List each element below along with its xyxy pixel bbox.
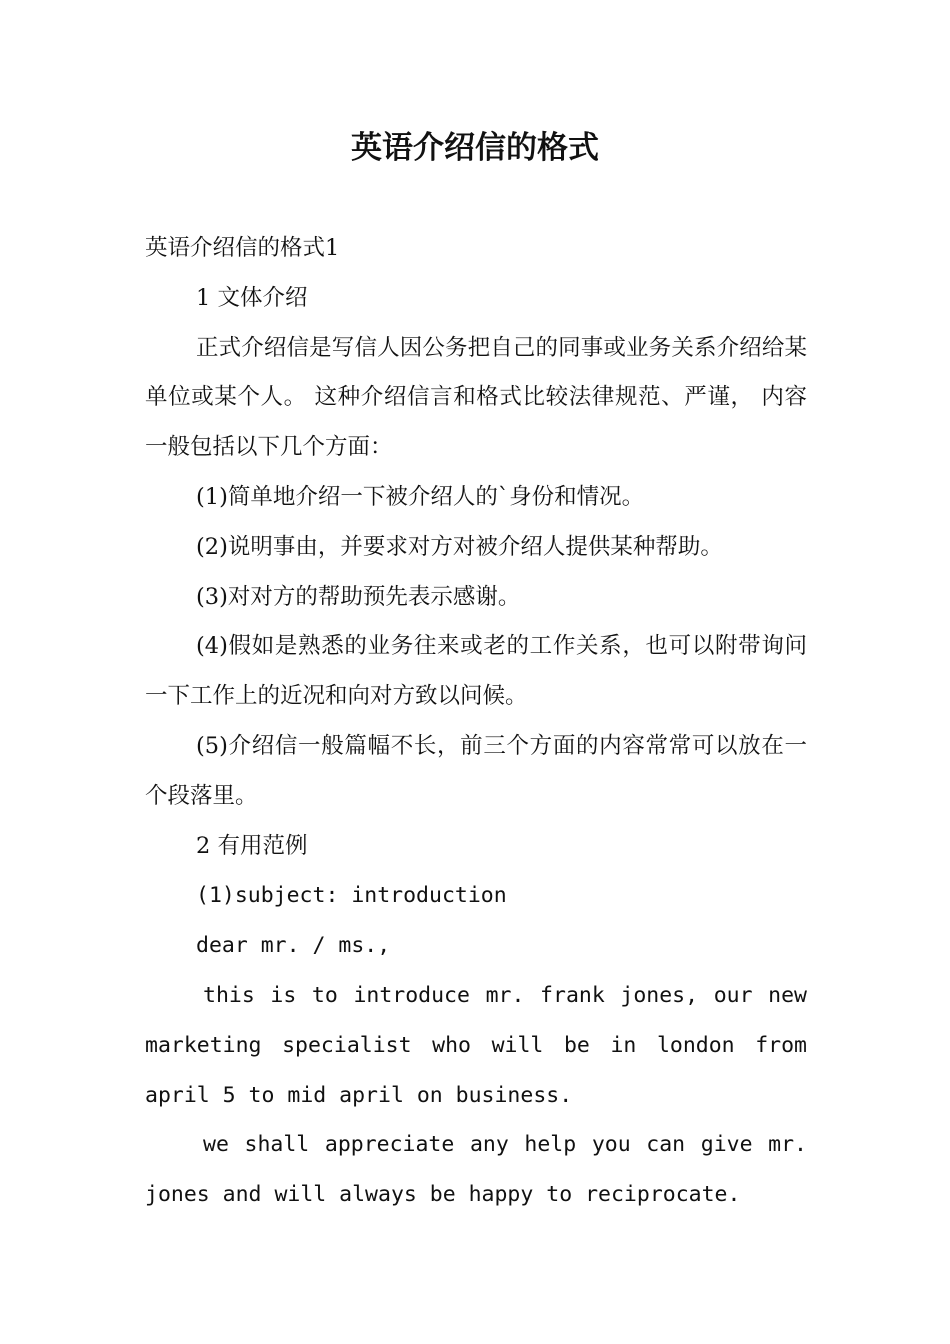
intro-paragraph: 正式介绍信是写信人因公务把自己的同事或业务关系介绍给某单位或某个人。 这种介绍信言和格式比较法律规范、严谨， 内容一般包括以下几个方面： bbox=[145, 334, 807, 461]
document-body bbox=[145, 224, 807, 1220]
example-subject: (1)subject: introduction bbox=[196, 883, 507, 909]
letter-paragraph-2: we shall appreciate any help you can give mr. jones and will always be happy to reciprocate. bbox=[145, 1132, 807, 1208]
section-heading-style: 1 文体介绍 bbox=[196, 284, 308, 311]
letter-salutation: dear mr. / ms., bbox=[196, 933, 391, 959]
point-5: (5)介绍信一般篇幅不长，前三个方面的内容常常可以放在一个段落里。 bbox=[145, 732, 807, 809]
point-1: (1)简单地介绍一下被介绍人的`身份和情况。 bbox=[196, 483, 645, 510]
document-title: 英语介绍信的格式 bbox=[351, 130, 599, 166]
letter-paragraph-1: this is to introduce mr. frank jones, our new marketing specialist who will be in london from april 5 to mid april on business. bbox=[145, 982, 807, 1108]
subtitle: 英语介绍信的格式1 bbox=[145, 235, 340, 261]
section-heading-examples: 2 有用范例 bbox=[196, 832, 308, 859]
point-4: (4)假如是熟悉的业务往来或老的工作关系，也可以附带询问一下工作上的近况和向对方致以问候。 bbox=[145, 633, 807, 710]
point-3: (3)对对方的帮助预先表示感谢。 bbox=[196, 583, 521, 610]
point-2: (2)说明事由，并要求对方对被介绍人提供某种帮助。 bbox=[196, 533, 723, 560]
